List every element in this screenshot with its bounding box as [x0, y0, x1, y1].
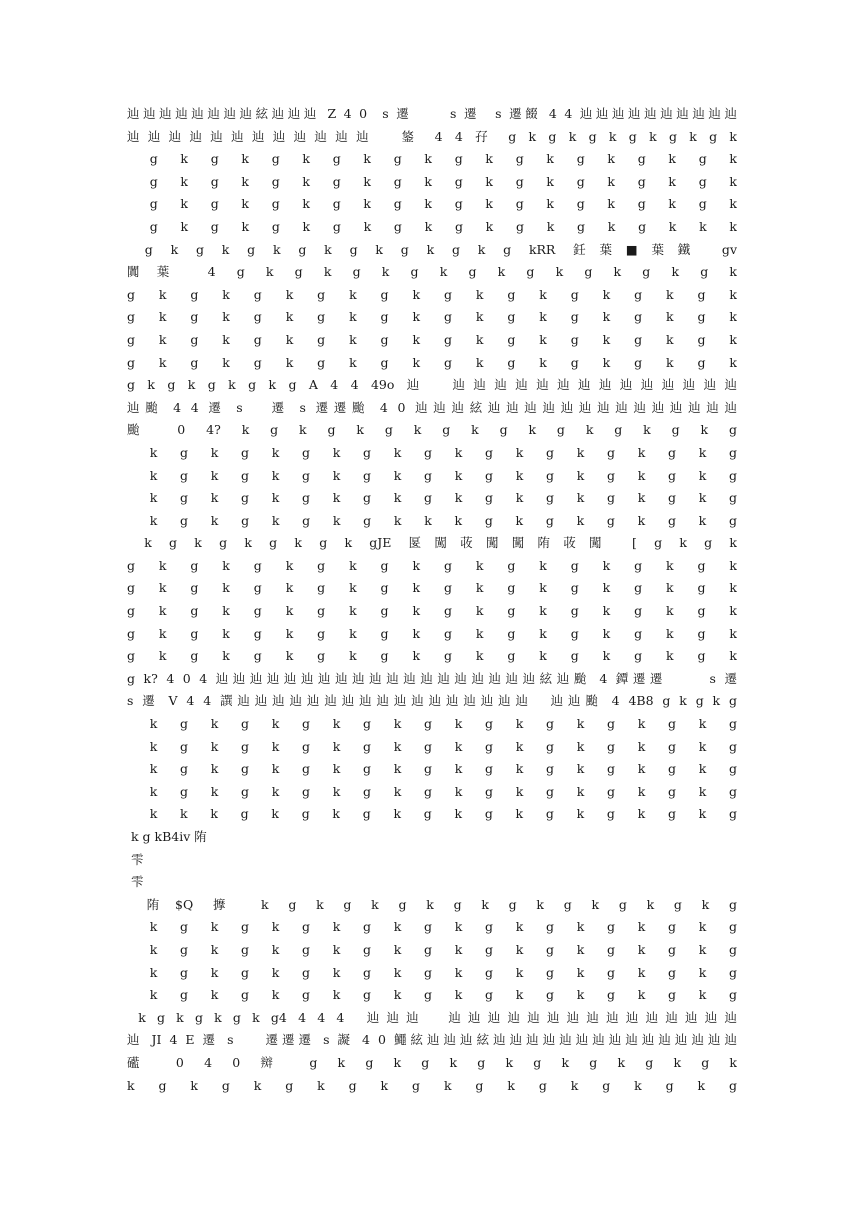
text-line: g k g k g k g k g k g k g k g k g k g k [127, 196, 737, 212]
text-line: 辿颱 4 4 遷 s 遷 s 遷遷颱 4 0 辿辿辿絃辿辿辿辿辿辿辿辿辿辿辿辿辿辿 [127, 399, 737, 415]
text-line: k g k g k g k g k gJE 匽闖荍闖闖陏荍闖 [ g k g k [127, 535, 737, 551]
text-line: k g k g k g k g k g k g k g k g k g k g [127, 738, 737, 754]
text-line: k g k g k g k g k g k g k g k g k g k g [127, 783, 737, 799]
text-line: 陏$Q 擵 k g k g k g k g k g k g k g k g k g [127, 896, 737, 912]
text-line: g k g k g k g k g k g k g k g k g k g k [127, 580, 737, 596]
text-line: g k g k g k g k g k g k g k g k g k g k [127, 603, 737, 619]
text-line: 雫 [127, 851, 144, 867]
text-line: s 遷 V 4 4 譔辿辿辿辿辿辿辿辿辿辿辿辿辿辿辿辿辿 辿辿颱 4 4B8 g k g k g [127, 693, 737, 709]
text-line: g k g k g k g k g k g k g k g k g k g k [127, 648, 737, 664]
text-line: k g k g k g k g k g k g k g k g k g k g [127, 490, 737, 506]
text-line: k g k g k g k g k g k g k g k g k g k g [127, 467, 737, 483]
text-line: g k g k g k g k g k g k g k g k g k g k [127, 309, 737, 325]
text-line: k g k g k g k g k g k g k g k g k g k g [127, 1077, 737, 1093]
text-line: g k g k g k g k g k g k g k g kRR 鈓葉■葉鐵 gv [127, 241, 737, 257]
text-line: 辿 JI 4 E 遷 s 遷遷遷 s 譺 4 0 鱦絃辿辿辿絃辿辿辿辿辿辿辿辿辿辿辿辿辿辿辿 [127, 1032, 737, 1048]
text-line: g k g k g k g k g k g k g k g k g k g k [127, 173, 737, 189]
text-line: g k g k g k g k g k g k g k g k g k g k [127, 557, 737, 573]
text-line: k g k g k g k g k g k g k g k g k g k g [127, 761, 737, 777]
text-line: 辿辿辿辿辿辿辿辿辿辿辿辿 鋚 4 4 孖 g k g k g k g k g k g k [127, 128, 737, 144]
garbled-text-body [127, 103, 737, 1097]
text-line: g k g k g k g k g k g k g k g k g k g k [127, 286, 737, 302]
text-line: k k k g k g k g k g k g k g k g k g k g [127, 806, 737, 822]
text-line: g k g k g k g k g k g k g k g k g k g k [127, 354, 737, 370]
text-line: k g k g k g k g k g k g k g k g k g k g [127, 444, 737, 460]
text-line: k g k g k g k g4 4 4 4 辿辿辿 辿辿辿辿辿辿辿辿辿辿辿辿辿辿辿 [127, 1009, 737, 1025]
text-line: g k g k g k g k g k g k g k g k g k g k [127, 151, 737, 167]
text-line: 礷 0 4 0 辬 g k g k g k g k g k g k g k g k [127, 1054, 737, 1070]
text-line: g k? 4 0 4 辿辿辿辿辿辿辿辿辿辿辿辿辿辿辿辿辿辿辿絃辿颱 4 鐔遷遷 s 遷 [127, 670, 737, 686]
text-line: k g k g k g k g k g k g k g k g k g k g [127, 919, 737, 935]
text-line: k g k g k g k g k g k g k g k g k g k g [127, 716, 737, 732]
text-line: g k g k g k g k g k g k g k g k g k g k [127, 331, 737, 347]
text-line: g k g k g k g k g k g k g k g k g k g k [127, 625, 737, 641]
text-line: 颱 0 4? k g k g k g k g k g k g k g k g k g [127, 422, 737, 438]
text-line: k g k g k g k g k g k g k g k g k g k g [127, 941, 737, 957]
text-line: g k g k g k g k g k g k g k g k g k k k [127, 218, 737, 234]
text-line: 雫 [127, 874, 144, 890]
text-line: k g kB4iv 陏 [127, 829, 207, 844]
text-line: 闐葉 4 g k g k g k g k g k g k g k g k g k [127, 264, 737, 280]
text-line: k g k g k g k g k k k g k g k g k g k g [127, 512, 737, 528]
text-line: 辿辿辿辿辿辿辿辿絃辿辿辿 Z 4 0 s 遷 s 遷 s 遷餟 4 4 辿辿辿辿辿辿辿辿辿辿 [127, 106, 737, 121]
text-line: g k g k g k g k g A 4 4 49o 辿 辿辿辿辿辿辿辿辿辿辿辿辿辿辿 [127, 377, 737, 393]
text-line: k g k g k g k g k g k g k g k g k g k g [127, 964, 737, 980]
text-line: k g k g k g k g k g k g k g k g k g k g [127, 987, 737, 1003]
